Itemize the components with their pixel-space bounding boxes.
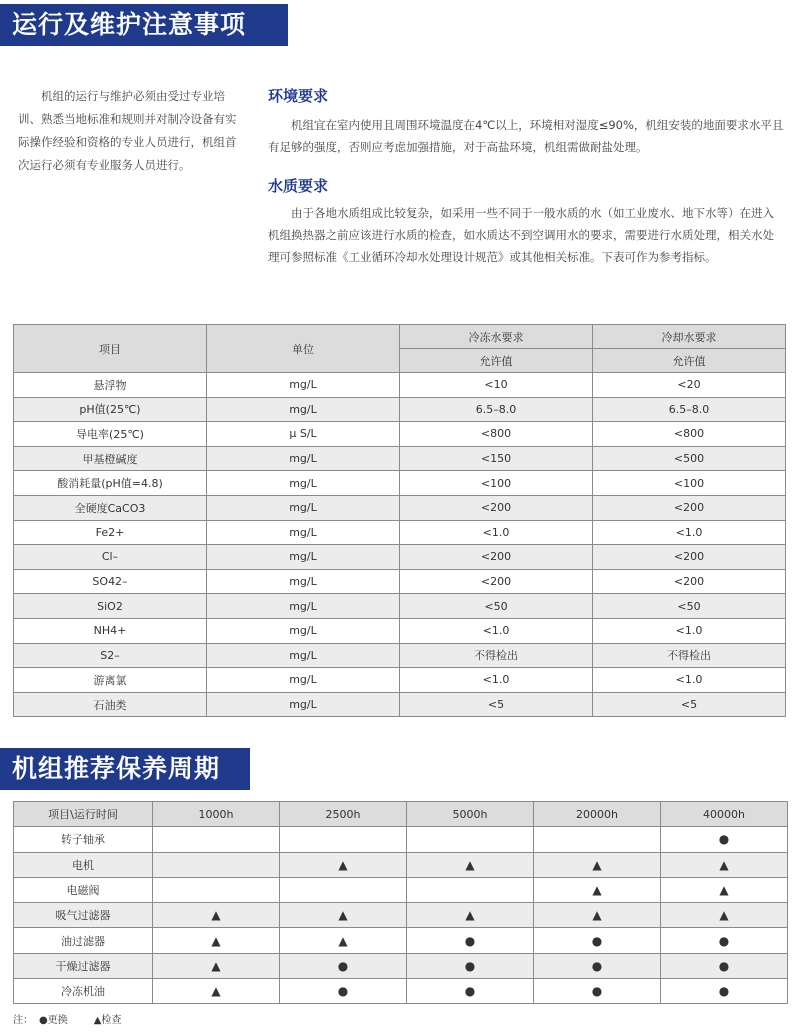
cell-chilled: <200 (400, 495, 593, 520)
table-row (14, 643, 786, 668)
schedule-mark (153, 852, 280, 877)
table-row (14, 953, 788, 978)
cell-item: SO42– (14, 569, 207, 594)
cell-unit: mg/L (207, 397, 400, 422)
cell-cooling: <500 (593, 446, 786, 471)
schedule-header-item: 项目\运行时间 (14, 802, 153, 827)
header-allowed-chilled: 允许值 (400, 349, 593, 373)
environment-heading: 环境要求 (268, 87, 329, 105)
schedule-mark: ● (280, 979, 407, 1004)
cell-unit: mg/L (207, 446, 400, 471)
schedule-mark: ▲ (407, 903, 534, 928)
schedule-mark (280, 877, 407, 902)
cell-item: S2– (14, 643, 207, 668)
note-replace: ●更换 (39, 1015, 68, 1026)
table-row (14, 471, 786, 496)
schedule-item: 电机 (14, 852, 153, 877)
water-text: 由于各地水质组成比较复杂，如采用一些不同于一般水质的水（如工业废水、地下水等）在进入机组换热器之前应该进行水质的检查，如水质达不到空调用水的要求，需要进行水质处理，相关水处理可参照标准《工业循环冷却水处理设计规范》或其他相关标准。下表可作为参考指标。 (268, 206, 774, 264)
schedule-mark (534, 827, 661, 852)
cell-unit: mg/L (207, 618, 400, 643)
schedule-mark: ▲ (534, 903, 661, 928)
table-row (14, 397, 786, 422)
schedule-item: 油过滤器 (14, 928, 153, 953)
schedule-mark: ● (280, 953, 407, 978)
cell-unit: mg/L (207, 643, 400, 668)
cell-chilled: <1.0 (400, 668, 593, 693)
water-section (268, 176, 784, 268)
table-row (14, 569, 786, 594)
schedule-mark (153, 877, 280, 902)
cell-cooling: 6.5–8.0 (593, 397, 786, 422)
header-unit: 单位 (207, 325, 400, 373)
schedule-mark: ● (407, 928, 534, 953)
schedule-mark (407, 827, 534, 852)
schedule-item: 转子轴承 (14, 827, 153, 852)
cell-chilled: <100 (400, 471, 593, 496)
schedule-mark: ▲ (407, 852, 534, 877)
cell-cooling: <800 (593, 422, 786, 447)
schedule-mark: ▲ (280, 852, 407, 877)
cell-chilled: 6.5–8.0 (400, 397, 593, 422)
schedule-mark: ▲ (153, 979, 280, 1004)
table-row (14, 668, 786, 693)
cell-unit: mg/L (207, 668, 400, 693)
table-row (14, 827, 788, 852)
cell-unit: mg/L (207, 545, 400, 570)
cell-chilled: <5 (400, 692, 593, 717)
cell-item: 甲基橙碱度 (14, 446, 207, 471)
cell-chilled: <800 (400, 422, 593, 447)
cell-chilled: <150 (400, 446, 593, 471)
cell-item: pH值(25℃) (14, 397, 207, 422)
schedule-mark: ● (661, 979, 788, 1004)
cell-item: Fe2+ (14, 520, 207, 545)
header-cooling: 冷却水要求 (593, 325, 786, 349)
intro-paragraph: 机组的运行与维护必须由受过专业培训、熟悉当地标准和规则并对制冷设备有实际操作经验和资格的专业人员进行，机组首次运行必须有专业服务人员进行。 (18, 89, 237, 172)
cell-item: Cl– (14, 545, 207, 570)
table-row (14, 446, 786, 471)
schedule-mark: ▲ (153, 903, 280, 928)
table-row (14, 852, 788, 877)
cell-chilled: <1.0 (400, 520, 593, 545)
table-row (14, 422, 786, 447)
cell-item: SiO2 (14, 594, 207, 619)
cell-unit: mg/L (207, 471, 400, 496)
water-quality-table (13, 324, 786, 717)
cell-chilled: <1.0 (400, 618, 593, 643)
schedule-mark: ● (407, 953, 534, 978)
cell-item: 全硬度CaCO3 (14, 495, 207, 520)
cell-chilled: <50 (400, 594, 593, 619)
schedule-mark: ● (661, 953, 788, 978)
cell-item: 悬浮物 (14, 373, 207, 398)
cell-cooling: <200 (593, 545, 786, 570)
cell-unit: mg/L (207, 692, 400, 717)
schedule-mark (280, 827, 407, 852)
cell-chilled: <200 (400, 569, 593, 594)
header-chilled: 冷冻水要求 (400, 325, 593, 349)
schedule-mark: ▲ (280, 928, 407, 953)
schedule-mark: ▲ (534, 877, 661, 902)
cell-cooling: 不得检出 (593, 643, 786, 668)
table-row (14, 520, 786, 545)
schedule-header-hours: 1000h (153, 802, 280, 827)
cell-chilled: <10 (400, 373, 593, 398)
cell-unit: mg/L (207, 373, 400, 398)
cell-item: NH4+ (14, 618, 207, 643)
page-title: 运行及维护注意事项 (0, 4, 288, 46)
table-row (14, 928, 788, 953)
table-row (14, 903, 788, 928)
table-row (14, 877, 788, 902)
maintenance-schedule-table (13, 801, 788, 1004)
schedule-header-hours: 40000h (661, 802, 788, 827)
note-inspect: ▲检查 (93, 1015, 122, 1026)
cell-cooling: <1.0 (593, 520, 786, 545)
schedule-mark: ● (661, 827, 788, 852)
schedule-mark: ● (534, 979, 661, 1004)
schedule-mark: ▲ (280, 903, 407, 928)
schedule-item: 吸气过滤器 (14, 903, 153, 928)
cell-unit: mg/L (207, 520, 400, 545)
schedule-header-hours: 20000h (534, 802, 661, 827)
cell-unit: mg/L (207, 495, 400, 520)
cell-cooling: <5 (593, 692, 786, 717)
schedule-mark: ● (534, 928, 661, 953)
cell-unit: μ S/L (207, 422, 400, 447)
cell-cooling: <1.0 (593, 668, 786, 693)
cell-unit: mg/L (207, 569, 400, 594)
schedule-item: 电磁阀 (14, 877, 153, 902)
cell-cooling: <1.0 (593, 618, 786, 643)
cell-chilled: 不得检出 (400, 643, 593, 668)
schedule-header-hours: 5000h (407, 802, 534, 827)
schedule-mark (407, 877, 534, 902)
header-allowed-cooling: 允许值 (593, 349, 786, 373)
schedule-title: 机组推荐保养周期 (0, 748, 250, 790)
schedule-mark: ● (661, 928, 788, 953)
environment-section (268, 86, 784, 158)
cell-unit: mg/L (207, 594, 400, 619)
schedule-mark: ▲ (661, 877, 788, 902)
header-item: 项目 (14, 325, 207, 373)
schedule-mark: ▲ (661, 852, 788, 877)
table-row (14, 594, 786, 619)
water-heading: 水质要求 (268, 177, 329, 195)
schedule-mark: ▲ (534, 852, 661, 877)
table-row (14, 373, 786, 398)
table-row (14, 979, 788, 1004)
table-row (14, 545, 786, 570)
environment-text: 机组宜在室内使用且周围环境温度在4℃以上，环境相对湿度≤90%，机组安装的地面要求水平且有足够的强度，否则应考虑加强措施，对于高盐环境，机组需做耐盐处理。 (268, 118, 784, 154)
schedule-mark (153, 827, 280, 852)
schedule-mark: ● (534, 953, 661, 978)
schedule-mark: ▲ (661, 903, 788, 928)
table-row (14, 618, 786, 643)
schedule-mark: ● (407, 979, 534, 1004)
legend-note (13, 1011, 121, 1026)
table-row (14, 692, 786, 717)
cell-cooling: <50 (593, 594, 786, 619)
schedule-mark: ▲ (153, 953, 280, 978)
note-prefix: 注： (13, 1015, 33, 1026)
schedule-mark: ▲ (153, 928, 280, 953)
cell-item: 游离氯 (14, 668, 207, 693)
schedule-item: 冷冻机油 (14, 979, 153, 1004)
cell-cooling: <200 (593, 569, 786, 594)
cell-cooling: <20 (593, 373, 786, 398)
cell-cooling: <200 (593, 495, 786, 520)
cell-item: 石油类 (14, 692, 207, 717)
table-row (14, 495, 786, 520)
cell-cooling: <100 (593, 471, 786, 496)
cell-item: 导电率(25℃) (14, 422, 207, 447)
schedule-header-hours: 2500h (280, 802, 407, 827)
cell-item: 酸消耗量(pH值=4.8) (14, 471, 207, 496)
cell-chilled: <200 (400, 545, 593, 570)
schedule-item: 干燥过滤器 (14, 953, 153, 978)
